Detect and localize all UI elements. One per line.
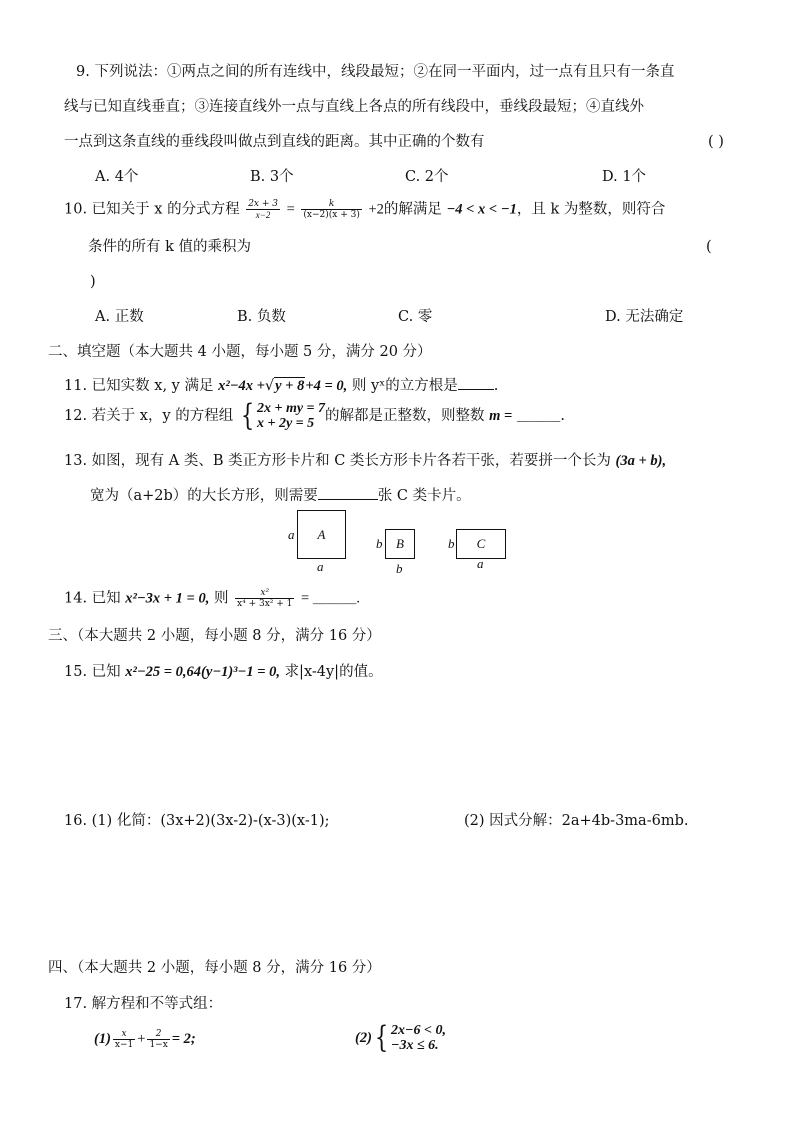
q17-part1 (94, 1025, 196, 1053)
q14-mid: 则 (213, 590, 229, 607)
q10-option-b: B. 负数 (237, 309, 286, 325)
q12-mid: 的解都是正整数，则整数 (325, 408, 485, 424)
q10-prefix: 10. 已知关于 x 的分式方程 (64, 201, 240, 218)
q9-bracket: ( ) (708, 134, 724, 150)
q10-suffix: ，且 k 为整数，则符合 (516, 201, 666, 218)
q17-p1-fraction-2 (147, 1029, 169, 1050)
card-a-side-label: a (288, 527, 295, 542)
card-b-side-label: b (376, 536, 383, 551)
q16-part2: (2) 因式分解：2a+4b-3ma-6mb. (464, 813, 689, 829)
q10-option-c: C. 零 (398, 309, 433, 325)
card-b (385, 529, 415, 559)
q13-text2-end: 张 C 类卡片。 (377, 488, 471, 504)
q17-p2-brace: { (374, 1020, 389, 1055)
card-b-bottom-label: b (396, 561, 403, 576)
q10-fraction-2-num: k (301, 199, 361, 210)
q11-suffix: 则 yˣ的立方根是 (351, 378, 458, 394)
q9-line2: 线与已知直线垂直；③连接直线外一点与直线上各点的所有线段中，垂线段最短；④直线外 (64, 99, 644, 115)
card-c-bottom-label: a (477, 556, 484, 571)
q10-mid: 的解满足 (383, 201, 442, 218)
q15-prefix: 15. 已知 (64, 664, 121, 680)
q10-fraction-1 (246, 199, 280, 220)
q10-fraction-2-den: (x−2)(x + 3) (303, 210, 360, 220)
q13-length: (3a + b), (615, 453, 667, 469)
q15-line (64, 662, 383, 682)
q10-option-d: D. 无法确定 (605, 309, 684, 325)
q17-part2 (355, 1022, 446, 1054)
q14-equation: x²−3x + 1 = 0, (125, 590, 210, 607)
q12-row2: x + 2y = 5 (256, 416, 315, 431)
q17-p1-f1-den: x−1 (114, 1039, 134, 1050)
q14-line (64, 588, 360, 609)
q10-line1 (64, 199, 665, 220)
q12-m-label: m = (489, 408, 513, 424)
q10-option-a: A. 正数 (95, 309, 144, 325)
q17-p2-label: (2) (355, 1030, 372, 1046)
q9-line3: 一点到这条直线的垂线段叫做点到直线的距离。其中正确的个数有 (64, 134, 485, 150)
q17-p1-f2-num: 2 (147, 1029, 169, 1040)
card-a (297, 510, 346, 559)
q9-option-b: B. 3个 (250, 169, 294, 185)
q14-prefix: 14. 已知 (64, 590, 121, 607)
q17-title: 17. 解方程和不等式组： (64, 996, 223, 1012)
q12-line (64, 400, 565, 432)
q13-text2: 宽为（a+2b）的大长方形，则需要 (90, 488, 318, 504)
section-4-heading: 四、（本大题共 2 小题，每小题 8 分，满分 16 分） (48, 960, 381, 976)
q17-p1-end: = 2; (171, 1031, 196, 1047)
card-a-label: A (317, 526, 326, 542)
q11-sqrt-arg: y + 8 (275, 378, 305, 394)
q10-bracket-open: ( (706, 239, 712, 255)
q9-option-d: D. 1个 (602, 169, 647, 185)
q14-fraction (235, 588, 294, 609)
q10-plus2: +2 (368, 201, 384, 218)
q11-end: . (493, 378, 499, 394)
q17-p1-fraction-1 (113, 1029, 135, 1050)
q10-line2: 条件的所有 k 值的乘积为 (88, 239, 252, 255)
card-c-side-label: b (448, 536, 455, 551)
q17-p2-row1: 2x−6 < 0, (391, 1023, 446, 1038)
q11-line: 11. 已知实数 x, y 满足 x²−4x +√y + 8+4 = 0, 则 yˣ的立方根是 . (64, 375, 498, 396)
q17-p1-f1-num: x (113, 1029, 135, 1040)
q17-p2-system (391, 1023, 446, 1053)
q17-p2-row2: −3x ≤ 6. (391, 1038, 439, 1053)
q12-system (257, 401, 325, 431)
q11-expr-b: +4 = 0, (305, 378, 348, 394)
q9-option-c: C. 2个 (405, 169, 449, 185)
q17-p1-label: (1) (94, 1031, 111, 1047)
q10-fraction-1-num: 2x + 3 (248, 199, 278, 209)
q9-option-a: A. 4个 (95, 169, 139, 185)
q14-end: = ＿＿＿. (301, 590, 360, 607)
q11-answer-blank (458, 375, 494, 390)
section-2-heading: 二、填空题（本大题共 4 小题，每小题 5 分，满分 20 分） (48, 344, 432, 360)
q17-p1-plus: + (137, 1031, 146, 1047)
q12-blank: ＿＿＿. (516, 408, 566, 424)
q12-row1: 2x + my = 7 (256, 401, 326, 416)
q9-line1: 9. 下列说法：①两点之间的所有连线中，线段最短；②在同一平面内，过一点有且只有一条直 (76, 64, 675, 80)
card-c (456, 529, 506, 559)
q15-suffix: 求|x-4y|的值。 (284, 664, 383, 680)
q11-expr-a: x²−4x + (218, 378, 265, 394)
q17-p1-f2-den: 1−x (149, 1039, 168, 1050)
q10-equals: = (286, 201, 295, 218)
q10-fraction-1-den: x−2 (255, 210, 271, 220)
q13-line1 (64, 451, 666, 471)
q13-answer-blank (318, 485, 378, 500)
q13-line2 (90, 485, 471, 506)
q16-part1: 16. (1) 化简：(3x+2)(3x-2)-(x-3)(x-1); (64, 813, 330, 829)
q14-fraction-den: x⁴ + 3x² + 1 (237, 599, 293, 609)
q14-fraction-num: x² (235, 588, 294, 599)
card-b-label: B (396, 536, 404, 551)
q10-inequality: −4 < x < −1 (446, 201, 517, 218)
card-a-bottom-label: a (317, 559, 324, 574)
q10-bracket-close: ) (90, 274, 96, 290)
card-c-label: C (476, 536, 486, 551)
q10-fraction-2 (301, 199, 361, 220)
section-3-heading: 三、（本大题共 2 小题，每小题 8 分，满分 16 分） (48, 628, 381, 644)
q11-prefix: 11. 已知实数 x, y 满足 (64, 378, 214, 394)
q13-text1: 13. 如图，现有 A 类、B 类正方形卡片和 C 类长方形卡片各若干张，若要拼一个长为 (64, 453, 611, 469)
q12-brace: { (240, 398, 255, 433)
q12-prefix: 12. 若关于 x，y 的方程组 (64, 408, 234, 424)
q15-expression: x²−25 = 0,64(y−1)³−1 = 0, (125, 664, 280, 680)
